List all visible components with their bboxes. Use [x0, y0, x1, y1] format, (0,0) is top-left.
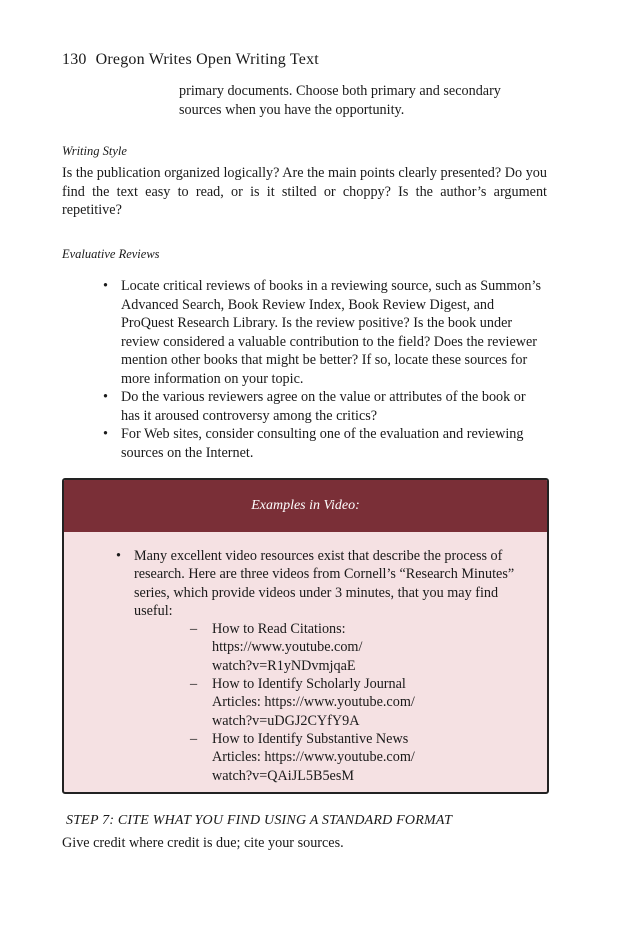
continued-text: primary documents. Choose both primary and secondary sources when you have the opportunity. [179, 83, 501, 118]
evaluative-reviews-heading: Evaluative Reviews [62, 247, 160, 261]
video-link[interactable]: watch?v=QAiJL5B5esM [212, 767, 354, 784]
list-item: • Do the various reviewers agree on the value or attributes of the book or has it aroused controversy among the critics? [103, 388, 548, 425]
writing-style-paragraph: Is the publication organized logically? Are the main points clearly presented? Do you find the text easy to read, or is it stilted or choppy? Is the author’s argument repetitive? [62, 165, 547, 218]
video-intro-text: Many excellent video resources exist that describe the process of research. Here are three videos from Cornell’s “Research Minutes” series, which provide videos under 3 minutes, that you may find useful: [134, 548, 515, 619]
video-link[interactable]: Articles: https://www.youtube.com/ [212, 694, 415, 711]
video-item-substantive-news[interactable] [190, 730, 490, 785]
video-examples-box [62, 478, 549, 794]
video-link[interactable]: watch?v=R1yNDvmjqaE [212, 657, 356, 674]
step7-heading: STEP 7: CITE WHAT YOU FIND USING A STANDARD FORMAT [66, 813, 453, 828]
video-link[interactable]: Articles: https://www.youtube.com/ [212, 749, 415, 766]
running-header [62, 51, 319, 69]
video-link[interactable]: watch?v=uDGJ2CYfY9A [212, 712, 360, 729]
evaluative-reviews-list [103, 277, 548, 462]
step7-text: Give credit where credit is due; cite your sources. [62, 835, 344, 851]
video-list [190, 620, 490, 785]
list-item: • Locate critical reviews of books in a reviewing source, such as Summon’s Advanced Search, Book Review Index, Book Review Digest, and ProQuest Research Library. Is the review positive? Is the book under review considered a valuable contribution to the field? Does the reviewer mention other books that might be better? If so, locate these sources for more information on your topic. [103, 277, 548, 388]
video-box-body [116, 547, 536, 785]
page-number: 130 [62, 51, 87, 68]
video-line: – How to Read Citations: https://www.youtube.com/ [212, 621, 363, 656]
video-item-read-citations[interactable] [190, 620, 490, 675]
video-box-title: Examples in Video: [64, 480, 547, 532]
video-line: – How to Identify Scholarly Journal [212, 676, 406, 693]
video-intro [116, 547, 536, 785]
video-line: – How to Identify Substantive News [212, 730, 409, 747]
writing-style-heading: Writing Style [62, 144, 127, 158]
video-item-scholarly-journal[interactable] [190, 675, 490, 730]
list-item: • For Web sites, consider consulting one of the evaluation and reviewing sources on the Internet. [103, 425, 548, 462]
running-title: Oregon Writes Open Writing Text [95, 51, 319, 68]
